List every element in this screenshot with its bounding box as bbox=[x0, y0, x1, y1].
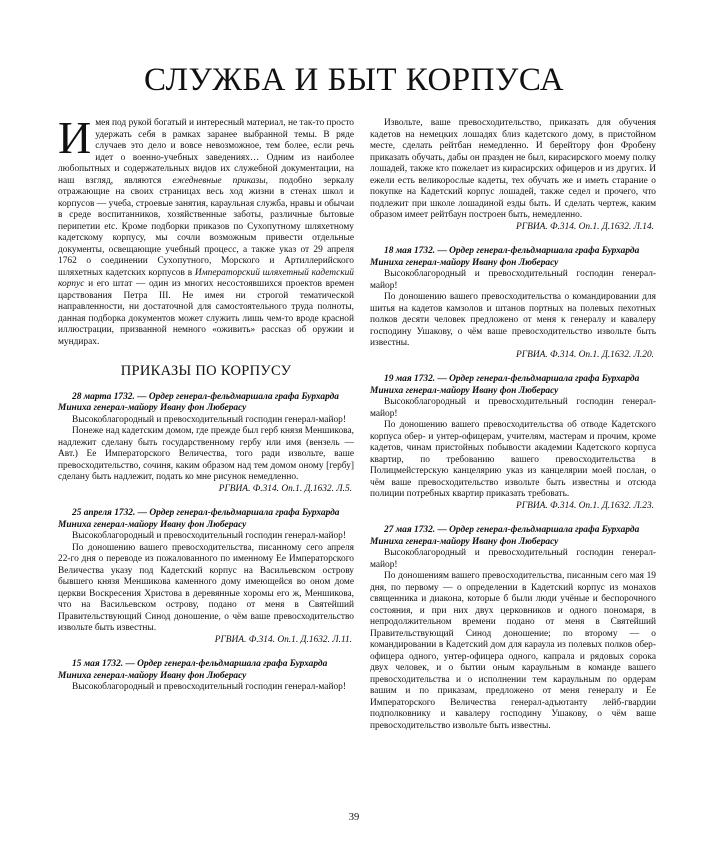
order-header: 28 марта 1732. — Ордер генерал-фельдмаршала графа Бурхарда Миниха генерал-майору Ивану фон Люберасу bbox=[58, 391, 339, 413]
left-column bbox=[58, 112, 354, 707]
order-header: 27 мая 1732. — Ордер генерал-фельдмаршала графа Бурхарда Миниха генерал-майору Ивану фон Люберасу bbox=[370, 525, 640, 547]
archive-reference: РГВИА. Ф.314. Оп.1. Д.1632. Л.20. bbox=[516, 349, 654, 360]
intro-emphasis-2: Императорский шляхетный кадетский корпус bbox=[58, 267, 354, 289]
intro-paragraph bbox=[58, 112, 354, 348]
order-header: 18 мая 1732. — Ордер генерал-фельдмаршала графа Бурхарда Миниха генерал-майору Ивану фон Люберасу bbox=[370, 246, 640, 268]
order-paragraph: Высокоблагородный и превосходительный господин генерал-майор! bbox=[370, 397, 656, 419]
order-paragraph: По доношениям вашего превосходительства, писанным сего мая 19 дня, по первому — о определении в Кадетский корпус из монахов священника и диакона, которые б были люди учёные и беспорочного состояния, и при них двух церковников и одного пономаря, в непродолжительном времени подано от меня в Святейший Правительствующий Синод доношение; по второму — о командировании в Кадетский дом для караула из полевых полков обер-офицера одного, унтер-офицера одного, капрала и рядовых сорока двух человек, и о бытии оным караульным в команде вашего превосходительства и о исполнении тем караульным по ордерам вашим и по приказам, предложено от меня генералу и Ее Императорского Величества генерал-адъютанту лейб-гвардии подполковнику и кавалеру господину Ушакову, о чём ваше превосходительство извольте быть известны. bbox=[370, 571, 656, 731]
intro-text-c: и его штат — один из многих несостоявшихся проектов времен царствования Петра III. Не имея ни строгой тематической направленности, ни достаточной для самостоятельного труда полноты, данная подборка документов может служить лишь чем-то вроде красной иллюстрации, призванной немного «оживить» рассказ об оружии и мундирах. bbox=[58, 279, 354, 347]
order-entry bbox=[370, 525, 656, 732]
intro-text-a: мея под рукой богатый и интересный материал, не так-то просто удержать себя в рамках заранее выбранной темы. В ряде случаев это дело и вовсе невозможное, тем более, если речь идет о военно-учебных заведениях… Одним из наиболее любопытных и содержательных видов их служебной документации, на наш взгляд, являются bbox=[58, 118, 354, 186]
intro-emphasis-1: ежедневные приказы bbox=[172, 175, 266, 186]
drop-cap: И bbox=[58, 112, 92, 163]
order-paragraph: Высокоблагородный и превосходительный господин генерал-майор! bbox=[370, 269, 656, 291]
page-number: 39 bbox=[348, 812, 360, 823]
order-paragraph: Понеже над кадетским домом, где прежде был герб князя Меншикова, надлежит сделану быть государственному гербу или имя (вензель — Авт.) Ее Императорского Величества, того ради извольте, ваше превосходительство, сочиня, каким образом над тем домом оному [гербу] сделану быть надлежит, подать ко мне рисунок немедленно. bbox=[58, 426, 354, 482]
order-entry bbox=[58, 659, 354, 694]
section-heading: ПРИКАЗЫ ПО КОРПУСУ bbox=[120, 363, 292, 379]
order-entry bbox=[370, 374, 656, 512]
order-paragraph: Высокоблагородный и превосходительный господин генерал-майор! bbox=[72, 414, 346, 425]
order-entry bbox=[370, 246, 656, 361]
page-title: СЛУЖБА И БЫТ КОРПУСА bbox=[143, 62, 565, 98]
right-column bbox=[370, 118, 656, 745]
archive-reference: РГВИА. Ф.314. Оп.1. Д.1632. Л.14. bbox=[516, 221, 654, 232]
order-paragraph: По доношению вашего превосходительства об отводе Кадетского корпуса обер- и унтер-офицерам, учителям, мастерам и прочим, кроме кадетов, чинам пристойных побывости академии Кадетского корпуса квартир, по требованию вашего превосходительства в Полицмейстерскую канцелярию указ из канцелярии моей послан, о чём ваше превосходительство извольте быть известны и отсюда полиции потребных квартир приказать требовать. bbox=[370, 420, 656, 499]
order-paragraph: Извольте, ваше превосходительство, приказать для обучения кадетов на немецких лошадях близ кадетского дому, в пристойном месте, сделать рейтбан немедленно. И берейтору фон Фробену приказать обучать, дабы он празден не был, кирасирского моему полку лошадей, также кто пожелает из кирасирских офицеров и из других. И ежели есть великорослые кадеты, тех обучать же и иметь старание о покупке на Кадетский корпус лошадей, также седел и прочего, что подлежит при школе лошадиной езды быть. И сделать чертеж, каким образом имеет рейтбаун построен быть, немедленно. bbox=[370, 118, 656, 220]
order-header: 19 мая 1732. — Ордер генерал-фельдмаршала графа Бурхарда Миниха генерал-майору Ивану фон Люберасу bbox=[370, 374, 640, 396]
order-paragraph: Высокоблагородный и превосходительный господин генерал-майор! bbox=[72, 531, 346, 541]
order-continuation bbox=[370, 118, 656, 233]
order-entry bbox=[58, 508, 354, 646]
archive-reference: РГВИА. Ф.314. Оп.1. Д.1632. Л.11. bbox=[214, 634, 352, 645]
order-paragraph: Высокоблагородный и превосходительный господин генерал-майор! bbox=[370, 548, 656, 570]
order-paragraph: По доношению вашего превосходительства о командировании для шитья на кадетов камзолов и штанов портных на полевых пехотных полков десяти человек предложено от меня к генералу и кавалеру господину Ушакову, о чём ваше превосходительство извольте быть известны. bbox=[370, 292, 656, 348]
archive-reference: РГВИА. Ф.314. Оп.1. Д.1632. Л.23. bbox=[516, 500, 654, 511]
order-paragraph: По доношению вашего превосходительства, писанному сего апреля 22-го дня о переводе из пожалованного по именному Ее Императорского Величества указу под Кадетский корпус на Васильевском острову бывшего князя Меншикова каменного дому имеющейся во оном доме церкви Воскресения Христова в деревянные хоромы его ж, Меншикова, что на Васильевском острову, подано от меня в Святейший Правительствующий Синод доношение, о чём ваше превосходительство извольте быть известны. bbox=[58, 542, 354, 633]
order-header: 15 мая 1732. — Ордер генерал-фельдмаршала графа Бурхарда Миниха генерал-майору Ивану фон Люберасу bbox=[58, 659, 328, 681]
order-entry bbox=[58, 392, 354, 496]
intro-text-b: , подобно зеркалу отражающие на своих страницах весь ход жизни в стенах школ и корпусов — учеба, строевые занятия, караульная служба, нравы и обычаи в среде воспитанников, хозяйственные заботы, различные бытовые перипетии etc. Кроме подборки приказов по Сухопутному шляхетному кадетскому корпусу, мы сочли возможным привести отдельные документы, освещающие учебный процесс, а также указ от 29 апреля 1762 о соединении Сухопутного, Морского и Артиллерийского шляхетных кадетских корпусов в bbox=[58, 175, 354, 278]
archive-reference: РГВИА. Ф.314. Оп.1. Д.1632. Л.5. bbox=[218, 483, 352, 494]
order-paragraph: Высокоблагородный и превосходительный господин генерал-майор! bbox=[72, 682, 346, 692]
order-header: 25 апреля 1732. — Ордер генерал-фельдмаршала графа Бурхарда Миниха генерал-майору Ивану фон Люберасу bbox=[58, 508, 340, 530]
